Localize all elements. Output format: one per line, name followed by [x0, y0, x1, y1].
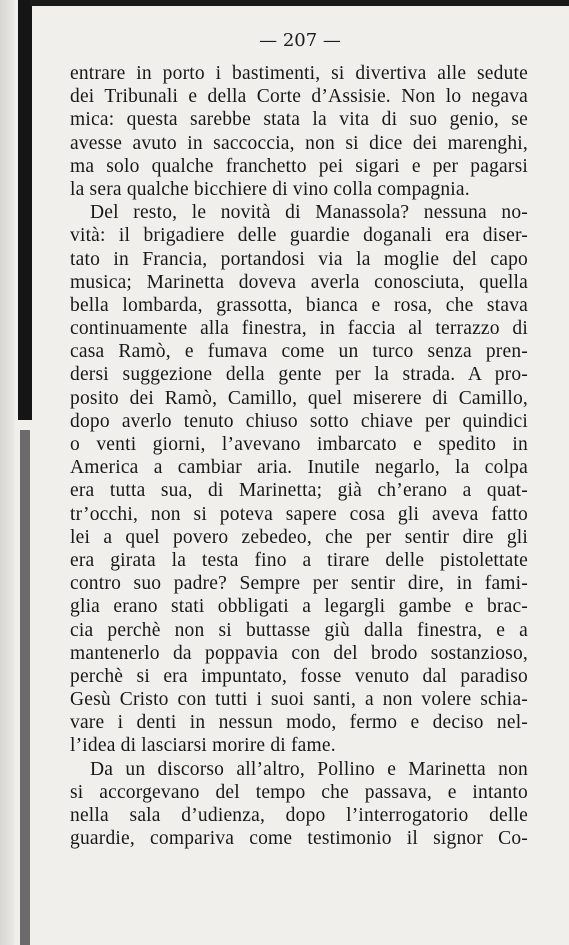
- text-line: continuamente alla finestra, in faccia al terrazzo di: [70, 318, 528, 340]
- text-line: era girata la testa fino a tirare delle pistolettate: [70, 549, 528, 571]
- text-line: vità: il brigadiere delle guardie doganali era diser-: [70, 225, 528, 247]
- text-line: dei Tribunali e della Corte d’Assisie. Non lo negava: [70, 86, 528, 108]
- text-line: cia perchè non si buttasse giù dalla finestra, e a: [70, 619, 528, 641]
- page-binding-edge: [0, 0, 14, 945]
- text-line: glia erano stati obbligati a legargli gambe e brac-: [70, 596, 528, 618]
- text-line: si accorgevano del tempo che passava, e intanto: [70, 781, 528, 803]
- text-line: casa Ramò, e fumava come un turco senza pren-: [70, 341, 528, 363]
- text-line: lei a quel povero zebedeo, che per sentir dire gli: [70, 526, 528, 548]
- text-line: posito dei Ramò, Camillo, quel miserere di Camillo,: [70, 387, 528, 409]
- text-line: entrare in porto i bastimenti, si divertiva alle sedute: [70, 63, 528, 84]
- text-line: guardie, compariva come testimonio il signor Co-: [70, 828, 528, 850]
- text-line: bella lombarda, grassotta, bianca e rosa, che stava: [70, 294, 528, 316]
- text-line: mica: questa sarebbe stata la vita di suo genio, se: [70, 109, 528, 131]
- top-edge-shadow: [30, 0, 569, 6]
- body-text: [70, 62, 528, 850]
- text-line: musica; Marinetta doveva averla conosciuta, quella: [70, 271, 528, 293]
- text-line: tato in Francia, portandosi via la moglie del capo: [70, 248, 528, 270]
- text-line: mantenerlo da poppavia con del brodo sostanzioso,: [70, 642, 528, 664]
- text-line: la sera qualche bicchiere di vino colla compagnia.: [70, 178, 470, 200]
- text-line: dopo averlo tenuto chiuso sotto chiave per quindici: [70, 410, 528, 432]
- page-number: — 207 —: [259, 30, 341, 51]
- text-line: era tutta sua, di Marinetta; già ch’erano a quat-: [70, 480, 528, 502]
- text-line: Gesù Cristo con tutti i suoi santi, a non volere schia-: [70, 689, 528, 711]
- text-line: tr’occhi, non si poteva sapere cosa gli aveva fatto: [70, 503, 528, 525]
- text-line: America a cambiar aria. Inutile negarlo, la colpa: [70, 457, 528, 479]
- text-line: l’idea di lasciarsi morire di fame.: [70, 735, 336, 757]
- text-line: ma solo qualche franchetto pei sigari e per pagarsi: [70, 155, 528, 177]
- text-line: nella sala d’udienza, dopo l’interrogatorio delle: [70, 805, 528, 826]
- text-line: Del resto, le novità di Manassola? nessuna no-: [90, 202, 528, 224]
- gutter-shadow-bottom: [20, 430, 30, 945]
- text-line: perchè si era impuntato, fosse venuto dal paradiso: [70, 665, 528, 687]
- text-line: vare i denti in nessun modo, fermo e deciso nel-: [70, 712, 528, 734]
- text-line: avesse avuto in saccoccia, non si dice dei marenghi,: [70, 132, 528, 154]
- gutter-shadow-top: [18, 0, 32, 420]
- text-line: contro suo padre? Sempre per sentir dire, in fami-: [70, 573, 528, 595]
- text-line: o venti giorni, l’avevano imbarcato e spedito in: [70, 434, 528, 455]
- text-line: dersi suggezione della gente per la strada. A pro-: [70, 364, 528, 386]
- text-line: Da un discorso all’altro, Pollino e Marinetta non: [90, 758, 528, 780]
